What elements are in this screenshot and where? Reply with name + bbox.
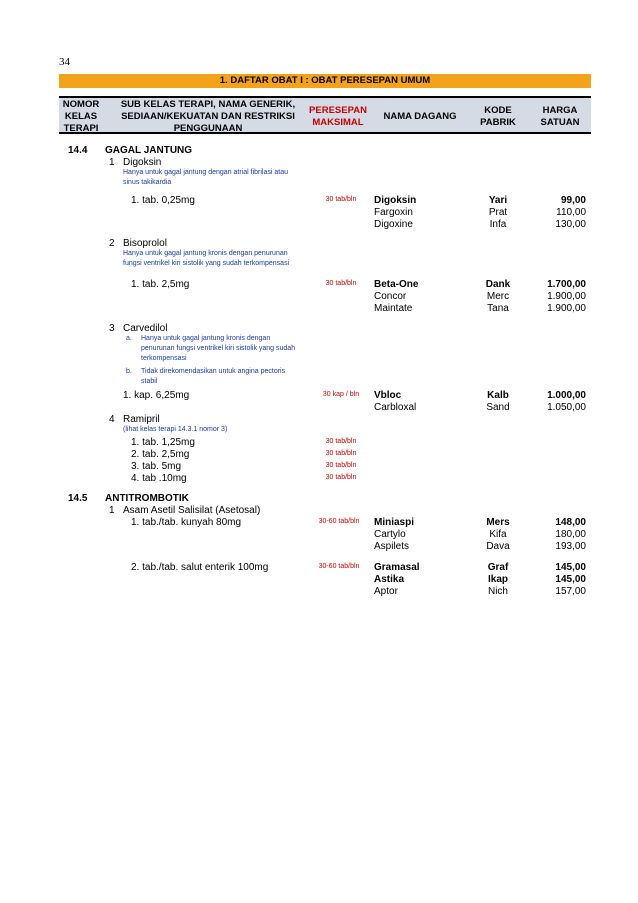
unit-price: 99,00	[560, 195, 586, 206]
unit-price: 1.700,00	[547, 279, 586, 290]
header-peresepan	[307, 105, 369, 129]
restriction-line: Hanya untuk gagal jantung kronis dengan penurunan	[123, 250, 288, 257]
unit-price: 130,00	[555, 219, 586, 230]
brand-name: Miniaspi	[374, 517, 415, 528]
manufacturer-code: Merc	[486, 291, 510, 302]
generic-name: Bisoprolol	[123, 238, 167, 249]
restriction-line: sinus takikardia	[123, 179, 172, 186]
brand-name: Gramasal	[374, 562, 420, 573]
item-number: 2	[109, 238, 115, 249]
page-number: 34	[59, 56, 70, 68]
dosage: 4. tab .10mg	[131, 473, 187, 484]
dosage: 1. tab. 1,25mg	[131, 437, 195, 448]
dosage: 1. tab. 0,25mg	[131, 195, 195, 206]
item-number: 1	[109, 157, 115, 168]
manufacturer-code: Nich	[487, 586, 508, 597]
restriction-note	[141, 367, 316, 387]
header-peresepan-line2: MAKSIMAL	[312, 117, 364, 128]
dosage: 1. tab./tab. kunyah 80mg	[131, 517, 242, 528]
header-peresepan-line1: PERESEPAN	[309, 105, 367, 116]
unit-price: 1.000,00	[547, 390, 586, 401]
header-kode-pabrik	[469, 105, 527, 129]
restriction-line: stabil	[141, 378, 158, 385]
unit-price: 145,00	[555, 574, 586, 585]
header-sub-kelas	[109, 99, 307, 135]
manufacturer-code: Yari	[488, 195, 508, 206]
dosage: 1. tab. 2,5mg	[131, 279, 190, 290]
max-prescription: 30 kap / bln	[322, 391, 360, 398]
max-prescription: 30 tab/bln	[325, 196, 357, 203]
page-title: 1. DAFTAR OBAT I : OBAT PERESEPAN UMUM	[59, 74, 591, 88]
brand-name: Aspilets	[374, 541, 410, 552]
restriction-note	[141, 334, 316, 364]
item-number: 1	[109, 505, 115, 516]
restriction-line: Hanya untuk gagal jantung dengan atrial fibrilasi atau	[123, 169, 289, 176]
manufacturer-code: Kalb	[487, 390, 509, 401]
generic-name: Digoksin	[123, 157, 162, 168]
dosage: 1. kap. 6,25mg	[123, 390, 190, 401]
unit-price: 1.050,00	[547, 402, 586, 413]
manufacturer-code: Dava	[486, 541, 510, 552]
dosage: 3. tab. 5mg	[131, 461, 182, 472]
note-label: a.	[126, 335, 132, 342]
unit-price: 1.900,00	[547, 291, 586, 302]
brand-name: Concor	[374, 291, 407, 302]
header-nomor-line2: KELAS	[64, 111, 98, 122]
brand-name: Maintate	[374, 303, 413, 314]
restriction-line: fungsi ventrikel kiri sistolik yang sudah terkompensasi	[123, 260, 290, 267]
header-nomor	[59, 99, 103, 135]
header-nama-dagang: NAMA DAGANG	[383, 111, 457, 122]
brand-name: Beta-One	[374, 279, 419, 290]
generic-name: Ramipril	[123, 414, 160, 425]
section-name: ANTITROMBOTIK	[105, 493, 189, 504]
manufacturer-code: Graf	[487, 562, 509, 573]
restriction-note	[123, 249, 313, 269]
generic-name: Carvedilol	[123, 323, 168, 334]
header-harga-line2: SATUAN	[540, 117, 580, 128]
generic-name: Asam Asetil Salisilat (Asetosal)	[123, 505, 261, 516]
brand-name: Astika	[374, 574, 405, 585]
unit-price: 1.900,00	[547, 303, 586, 314]
header-sub-line1: SUB KELAS TERAPI, NAMA GENERIK,	[120, 99, 296, 110]
max-prescription: 30 tab/bln	[325, 438, 357, 445]
max-prescription: 30 tab/bln	[325, 462, 357, 469]
brand-name: Digoxine	[374, 219, 413, 230]
header-harga-satuan	[529, 105, 591, 129]
section-number: 14.5	[68, 493, 88, 504]
brand-name: Carbloxal	[374, 402, 417, 413]
unit-price: 180,00	[555, 529, 586, 540]
manufacturer-code: Mers	[486, 517, 510, 528]
header-harga-line1: HARGA	[542, 105, 578, 116]
table-header	[59, 96, 591, 134]
max-prescription: 30 tab/bln	[325, 450, 357, 457]
dosage: 2. tab./tab. salut enterik 100mg	[131, 562, 269, 573]
header-sub-line3: PENGGUNAAN	[173, 123, 243, 134]
max-prescription: 30-60 tab/bln	[318, 563, 360, 570]
item-number: 4	[109, 414, 115, 425]
restriction-note	[123, 168, 313, 188]
unit-price: 110,00	[556, 207, 586, 218]
manufacturer-code: Kifa	[489, 529, 507, 540]
brand-name: Aptor	[374, 586, 398, 597]
header-sub-line2: SEDIAAN/KEKUATAN DAN RESTRIKSI	[121, 111, 295, 122]
manufacturer-code: Sand	[486, 402, 510, 413]
unit-price: 157,00	[555, 586, 586, 597]
manufacturer-code: Ikap	[487, 574, 508, 585]
cross-reference-note: (lihat kelas terapi 14.3.1 nomor 3)	[123, 426, 228, 433]
unit-price: 193,00	[555, 541, 586, 552]
header-kode-line1: KODE	[484, 105, 512, 116]
header-kode-line2: PABRIK	[480, 117, 516, 128]
item-number: 3	[109, 323, 115, 334]
brand-name: Fargoxin	[374, 207, 413, 218]
section-name: GAGAL JANTUNG	[105, 145, 193, 156]
max-prescription: 30-60 tab/bln	[318, 518, 360, 525]
header-nomor-line3: TERAPI	[63, 123, 99, 134]
restriction-line: Hanya untuk gagal jantung kronis dengan	[141, 335, 271, 342]
restriction-line: Tidak direkomendasikan untuk angina pectoris	[141, 368, 286, 375]
restriction-line: terkompensasi	[141, 355, 187, 362]
brand-name: Cartylo	[374, 529, 406, 540]
note-label: b.	[126, 368, 132, 375]
section-number: 14.4	[68, 145, 88, 156]
restriction-line: penurunan fungsi ventrikel kiri sistolik yang sudah	[141, 345, 296, 352]
unit-price: 148,00	[555, 517, 586, 528]
manufacturer-code: Prat	[488, 207, 508, 218]
brand-name: Vbloc	[374, 390, 402, 401]
manufacturer-code: Tana	[487, 303, 509, 314]
manufacturer-code: Dank	[485, 279, 511, 290]
manufacturer-code: Infa	[489, 219, 507, 230]
header-nomor-line1: NOMOR	[62, 99, 100, 110]
unit-price: 145,00	[555, 562, 586, 573]
dosage: 2. tab. 2,5mg	[131, 449, 190, 460]
brand-name: Digoksin	[374, 195, 417, 206]
max-prescription: 30 tab/bln	[325, 280, 357, 287]
max-prescription: 30 tab/bln	[325, 474, 357, 481]
